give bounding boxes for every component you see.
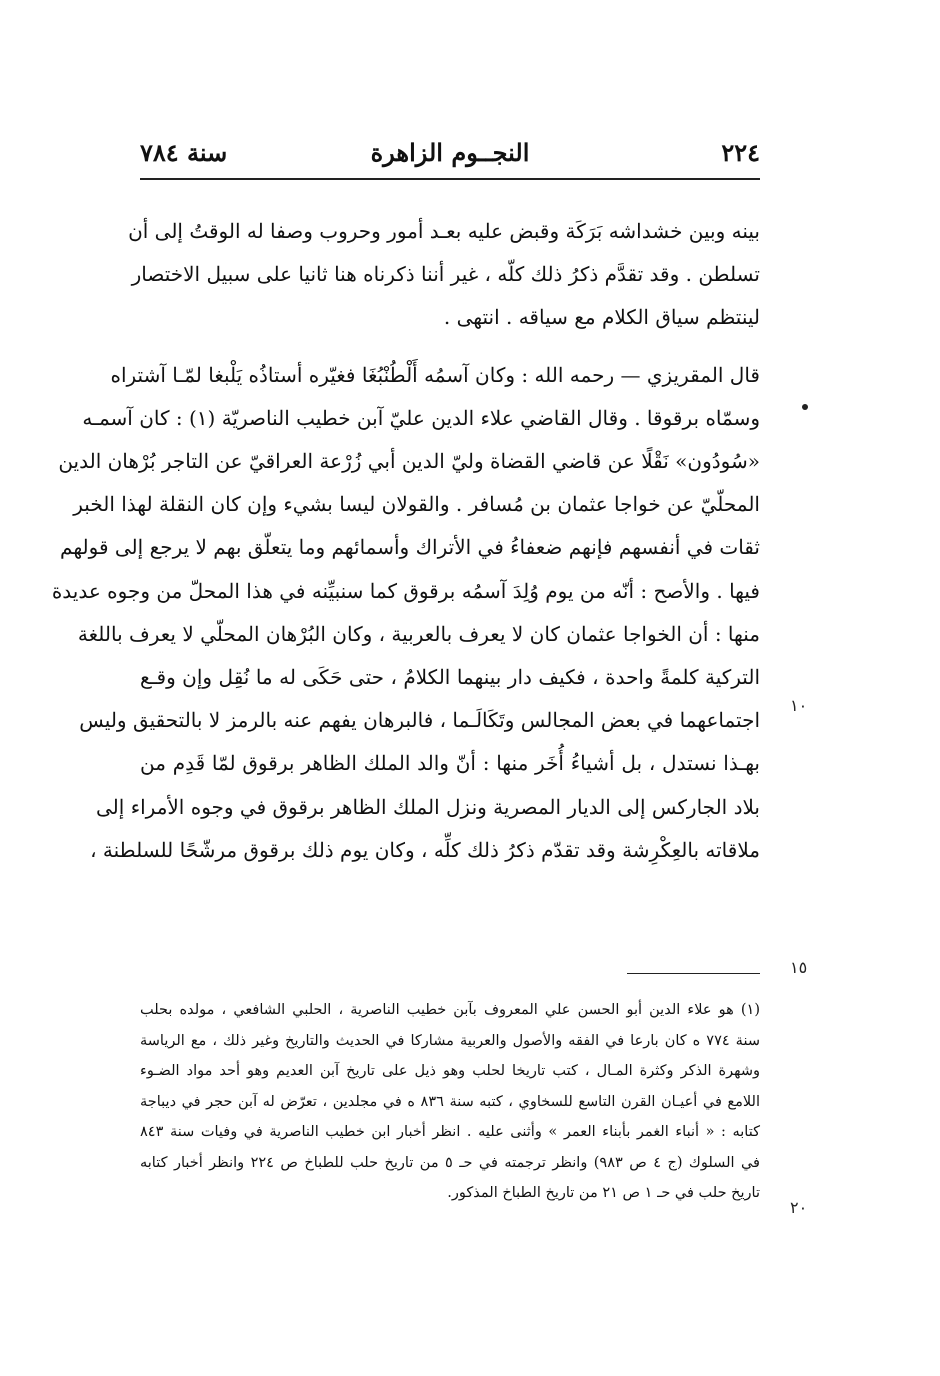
text-line: تسلطن . وقد تقدَّم ذكرُ ذلك كلّه ، غير أننا ذكرناه هنا ثانيا على سبيل الاختصار — [131, 262, 760, 287]
footnotes — [140, 995, 760, 1209]
footnote-line: كتابه : « أنباء الغمر بأبناء العمر » وأثنى عليه . انظر أخبار ابن خطيب الناصرية في وفيات سنة ٨٤٣ — [140, 1124, 760, 1140]
footnote-line: سنة ٧٧٤ ه كان بارعا في الفقه والأصول والعربية مشاركا في الحديث والتاريخ وغير ذلك ، مع الرياسة — [140, 1032, 760, 1049]
main-text — [51, 210, 760, 872]
text-line: المحلّيّ عن خواجا عثمان بن مُسافر . والقولان ليسا بشيء وإن كان النقلة لهذا الخبر — [73, 492, 760, 517]
text-line: «سُودُون» نَقْلًا عن قاضي القضاة وليّ الدين أبي زُرْعة العراقيّ عن التاجر بُرْهان الدين — [58, 449, 760, 474]
margin-line-20: ٢٠ — [790, 1198, 808, 1217]
text-line: قال المقريزي — رحمه الله : وكان آسمُه أَلْطُنْبُغَا فغيّره أستاذُه يَلْبغا لمّـا آشتراه — [110, 362, 760, 387]
header-rule — [140, 178, 760, 180]
text-line: لينتظم سياق الكلام مع سياقه . انتهى . — [443, 305, 760, 330]
book-title: النجــوم الزاهرة — [370, 138, 530, 167]
footnote-rule — [627, 973, 760, 974]
paragraph-2 — [51, 354, 760, 872]
footnote-line: (١) هو علاء الدين أبو الحسن علي المعروف بآبن خطيب الناصرية ، الحلبي الشافعي ، مولده بحلب — [140, 1002, 760, 1018]
text-line: ملاقاته بالعِكْرِشة وقد تقدّم ذكرُ ذلك كلِّه ، وكان يوم ذلك برقوق مرشّحًا للسلطنة ، — [90, 837, 760, 862]
text-line: ثقات في أنفسهم فإنهم ضعفاءُ في الأتراك وأسمائهم وما يتعلّق بهم لا يرجع إلى قولهم — [60, 535, 760, 560]
text-line: بينه وبين خشداشه بَرَكَة وقبض عليه بعـد أمور وحروب وصفا له الوقتُ إلى أن — [128, 219, 760, 243]
text-line: بلاد الجاركس إلى الديار المصرية ونزل الملك الظاهر برقوق في وجوه الأمراء إلى — [96, 794, 760, 819]
margin-line-15: ١٥ — [790, 958, 808, 977]
paragraph-1 — [128, 210, 760, 340]
margin-line-10: ١٠ — [790, 696, 808, 715]
text-line: التركية كلمةً واحدة ، فكيف دار بينهما الكلامُ ، حتى حَكَى له ما نُقِل وإن وقـع — [140, 665, 760, 690]
year-label: سنة ٧٨٤ — [140, 138, 228, 167]
running-header — [140, 138, 760, 178]
margin-dot-marker — [802, 404, 808, 410]
text-line: فيها . والأصح : أنّه من يوم وُلِدَ آسمُه برقوق كما سنبيِّنه في هذا المحلّ من وجوه عديدة — [51, 578, 760, 603]
footnote-line: في السلوك (ج ٤ ص ٩٨٣) وانظر ترجمته في حـ ٥ من تاريخ حلب للطباخ ص ٢٢٤ وانظر أخبار كتابه — [140, 1154, 760, 1171]
footnote-line: تاريخ حلب في حـ ١ ص ٢١ من تاريخ الطباخ المذكور. — [447, 1185, 760, 1201]
text-line: وسمّاه برقوقا . وقال القاضي علاء الدين عليّ آبن خطيب الناصريّة (١) : كان آسمـه — [82, 405, 760, 430]
footnote-line: اللامع في أعيـان القرن التاسع للسخاوي ، كتبه سنة ٨٣٦ ه في مجلدين ، تعرّض له آبن حجر في ديباجة — [140, 1093, 760, 1110]
footnote-line: وشهرة الذكر وكثرة المـال ، كتب تاريخا لحلب وهو ذيل على تاريخ آبن العديم وهو أحد مواد الضـوء — [140, 1063, 760, 1079]
page-number: ٢٢٤ — [721, 138, 760, 167]
text-line: اجتماعهما في بعض المجالس وتَكَالَـما ، فالبرهان يفهم عنه بالرمز لا بالتحقيق وليس — [79, 708, 760, 733]
text-line: بهـذا نستدل ، بل أشياءُ أُخَر منها : أنّ والد الملك الظاهر برقوق لمّا قَدِم من — [140, 751, 760, 776]
text-line: منها : أن الخواجا عثمان كان لا يعرف بالعربية ، وكان البُرْهان المحلّي لا يعرف باللغة — [77, 621, 760, 646]
